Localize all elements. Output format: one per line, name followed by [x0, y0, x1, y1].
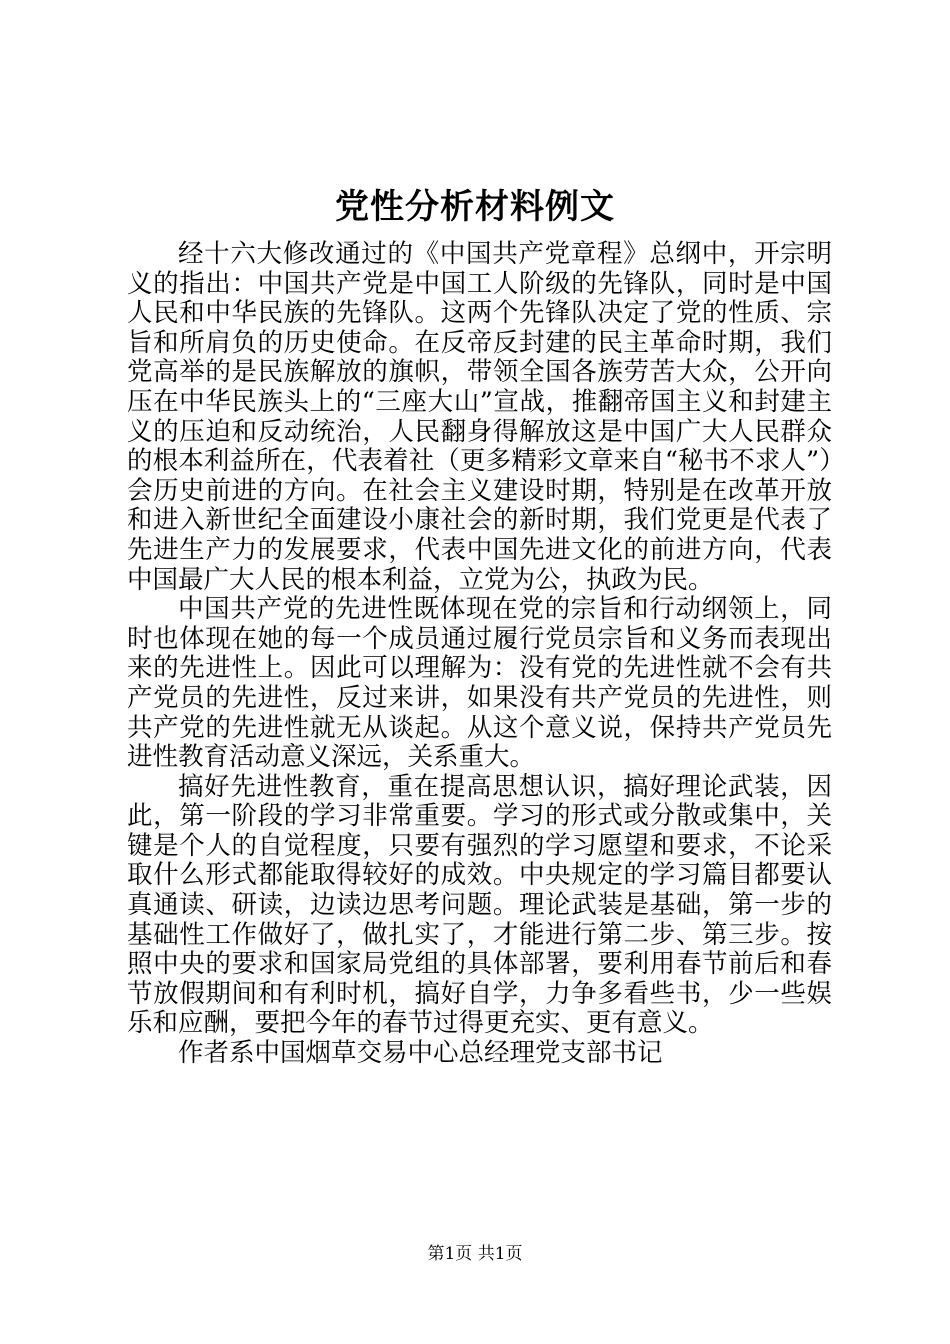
paragraph-1: 经十六大修改通过的《中国共产党章程》总纲中，开宗明义的指出：中国共产党是中国工人阶级的先锋队，同时是中国人民和中华民族的先锋队。这两个先锋队决定了党的性质、宗旨和所肩负的历史使命。在反帝反封建的民主革命时期，我们党高举的是民族解放的旗帜，带领全国各族劳苦大众，公开向压在中华民族头上的“三座大山”宣战，推翻帝国主义和封建主义的压迫和反动统治，人民翻身得解放这是中国广大人民群众的根本利益所在，代表着社（更多精彩文章来自“秘书不求人”）会历史前进的方向。在社会主义建设时期，特别是在改革开放和进入新世纪全面建设小康社会的新时期，我们党更是代表了先进生产力的发展要求，代表中国先进文化的前进方向，代表中国最广大人民的根本利益，立党为公，执政为民。 [127, 239, 832, 595]
paragraph-2: 中国共产党的先进性既体现在党的宗旨和行动纲领上，同时也体现在她的每一个成员通过履行党员宗旨和义务而表现出来的先进性上。因此可以理解为：没有党的先进性就不会有共产党员的先进性，反过来讲，如果没有共产党员的先进性，则共产党的先进性就无从谈起。从这个意义说，保持共产党员先进性教育活动意义深远，关系重大。 [127, 594, 832, 773]
document-title: 党性分析材料例文 [335, 187, 615, 227]
document-body [127, 240, 832, 1069]
page-footer: 第1页 共1页 [427, 1244, 523, 1264]
paragraph-4: 作者系中国烟草交易中心总经理党支部书记 [178, 1038, 663, 1069]
paragraph-3: 搞好先进性教育，重在提高思想认识，搞好理论武装，因此，第一阶段的学习非常重要。学习的形式或分散或集中，关键是个人的自觉程度，只要有强烈的学习愿望和要求，不论采取什么形式都能取得较好的成效。中央规定的学习篇目都要认真通读、研读，边读边思考问题。理论武装是基础，第一步的基础性工作做好了，做扎实了，才能进行第二步、第三步。按照中央的要求和国家局党组的具体部署，要利用春节前后和春节放假期间和有利时机，搞好自学，力争多看些书，少一些娱乐和应酬，要把今年的春节过得更充实、更有意义。 [127, 771, 832, 1039]
